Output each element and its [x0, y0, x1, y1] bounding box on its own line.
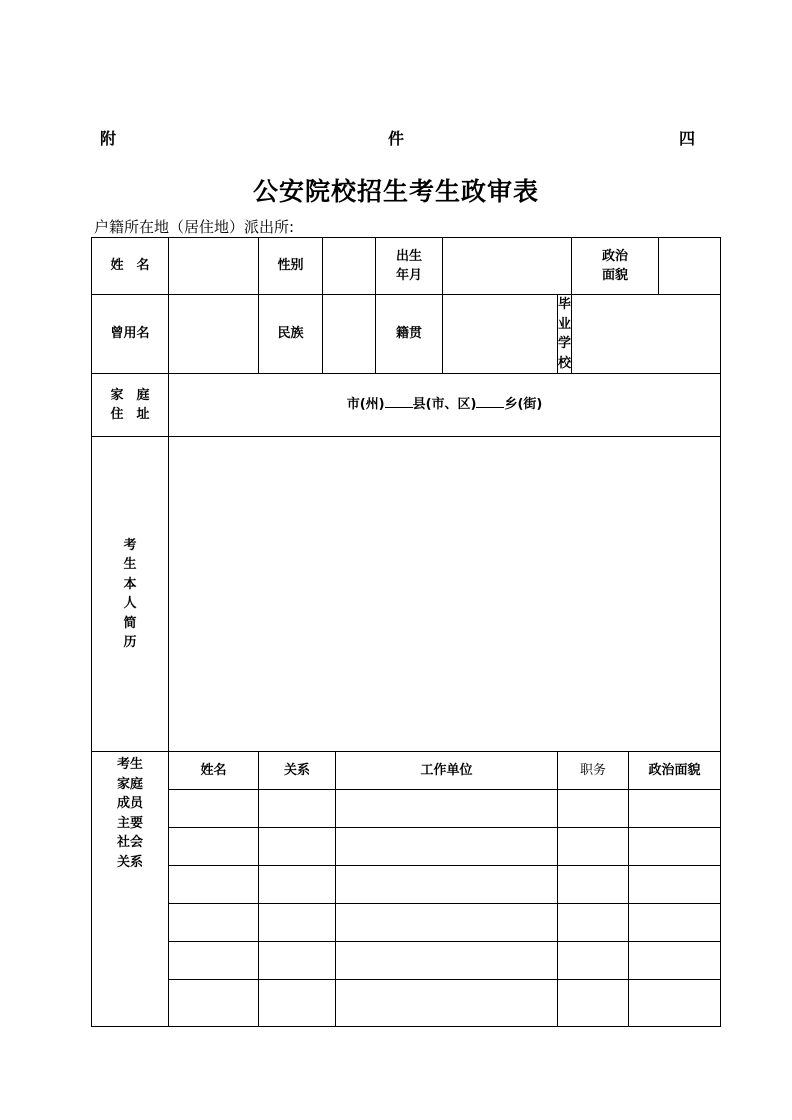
- family-relations-label-line: 社会: [116, 835, 143, 850]
- family-political-cell[interactable]: [629, 942, 721, 980]
- family-relation-cell[interactable]: [259, 866, 336, 904]
- family-relations-label: [92, 752, 169, 1027]
- col-header-political-status: 政治面貌: [629, 752, 721, 790]
- birth-date-label-line-2: 年月: [396, 268, 423, 283]
- table-row: [92, 790, 721, 828]
- resume-label-char: 生: [123, 557, 137, 572]
- former-name-label: 曾用名: [92, 295, 169, 374]
- political-status-input[interactable]: [659, 238, 721, 295]
- gender-label: 性别: [259, 238, 323, 295]
- family-workplace-cell[interactable]: [336, 828, 558, 866]
- ethnicity-label: 民族: [259, 295, 323, 374]
- address-county-label: 县(市、区): [412, 397, 477, 413]
- native-place-label: 籍贯: [376, 295, 443, 374]
- family-workplace-cell[interactable]: [336, 790, 558, 828]
- family-relation-cell[interactable]: [259, 828, 336, 866]
- name-input[interactable]: [169, 238, 259, 295]
- attachment-char-2: 件: [388, 129, 405, 148]
- resume-label-char: 人: [123, 596, 137, 611]
- page-title: 公安院校招生考生政审表: [252, 177, 539, 206]
- table-row: [92, 828, 721, 866]
- name-label: 姓 名: [92, 238, 169, 295]
- col-header-name: 姓名: [169, 752, 259, 790]
- family-name-cell[interactable]: [169, 790, 259, 828]
- family-political-cell[interactable]: [629, 904, 721, 942]
- resume-label-char: 历: [123, 635, 137, 650]
- family-position-cell[interactable]: [558, 980, 629, 1027]
- family-relation-cell[interactable]: [259, 980, 336, 1027]
- table-row: [92, 980, 721, 1027]
- family-name-cell[interactable]: [169, 828, 259, 866]
- family-political-cell[interactable]: [629, 866, 721, 904]
- resume-label: [92, 437, 169, 752]
- table-row: [92, 942, 721, 980]
- address-city-label: 市(州): [346, 397, 385, 413]
- political-status-label-line-2: 面貌: [602, 268, 629, 283]
- col-header-relation: 关系: [259, 752, 336, 790]
- family-relation-cell[interactable]: [259, 904, 336, 942]
- family-political-cell[interactable]: [629, 980, 721, 1027]
- family-relations-label-line: 成员: [116, 796, 143, 811]
- native-place-input[interactable]: [443, 295, 558, 374]
- police-station-label: 户籍所在地（居住地）派出所:: [94, 218, 295, 236]
- graduated-school-label: [558, 295, 572, 374]
- family-relation-cell[interactable]: [259, 942, 336, 980]
- family-position-cell[interactable]: [558, 904, 629, 942]
- family-relations-label-line: 主要: [116, 815, 143, 831]
- graduated-school-label-line-1: 毕业: [558, 297, 572, 332]
- family-political-cell[interactable]: [629, 790, 721, 828]
- ethnicity-input[interactable]: [323, 295, 376, 374]
- birth-date-input[interactable]: [443, 238, 572, 295]
- family-position-cell[interactable]: [558, 790, 629, 828]
- col-header-position: 职务: [558, 752, 629, 790]
- family-political-cell[interactable]: [629, 828, 721, 866]
- address-township-label: 乡(街): [504, 397, 543, 413]
- col-header-workplace: 工作单位: [336, 752, 558, 790]
- family-position-cell[interactable]: [558, 942, 629, 980]
- family-position-cell[interactable]: [558, 828, 629, 866]
- former-name-input[interactable]: [169, 295, 259, 374]
- family-relations-label-line: 关系: [116, 854, 143, 870]
- table-row: [92, 904, 721, 942]
- resume-label-char: 考: [123, 537, 137, 553]
- birth-date-label: [376, 238, 443, 295]
- home-address-label: [92, 374, 169, 437]
- gender-input[interactable]: [323, 238, 376, 295]
- resume-label-char: 本: [123, 576, 137, 592]
- family-workplace-cell[interactable]: [336, 980, 558, 1027]
- family-relations-label-line: 考生: [116, 757, 143, 772]
- family-name-cell[interactable]: [169, 942, 259, 980]
- family-relation-cell[interactable]: [259, 790, 336, 828]
- family-workplace-cell[interactable]: [336, 866, 558, 904]
- family-position-cell[interactable]: [558, 866, 629, 904]
- home-address-input[interactable]: [169, 374, 721, 437]
- table-row: [92, 866, 721, 904]
- family-relations-label-line: 家庭: [116, 776, 143, 792]
- birth-date-label-line-1: 出生: [396, 248, 423, 264]
- attachment-char-1: 附: [100, 129, 117, 148]
- family-name-cell[interactable]: [169, 866, 259, 904]
- resume-label-char: 简: [123, 615, 137, 631]
- graduated-school-label-line-2: 学校: [558, 336, 572, 371]
- address-county-blank[interactable]: [476, 407, 504, 408]
- attachment-char-3: 四: [679, 129, 696, 148]
- review-form-table: [91, 237, 721, 1027]
- political-status-label-line-1: 政治: [602, 248, 629, 264]
- resume-input[interactable]: [169, 437, 721, 752]
- family-name-cell[interactable]: [169, 904, 259, 942]
- address-city-blank[interactable]: [385, 407, 413, 408]
- graduated-school-input[interactable]: [572, 295, 721, 374]
- home-address-label-line-2: 住 址: [110, 407, 150, 422]
- family-workplace-cell[interactable]: [336, 942, 558, 980]
- political-status-label: [572, 238, 659, 295]
- home-address-label-line-1: 家 庭: [110, 387, 150, 403]
- family-workplace-cell[interactable]: [336, 904, 558, 942]
- family-name-cell[interactable]: [169, 980, 259, 1027]
